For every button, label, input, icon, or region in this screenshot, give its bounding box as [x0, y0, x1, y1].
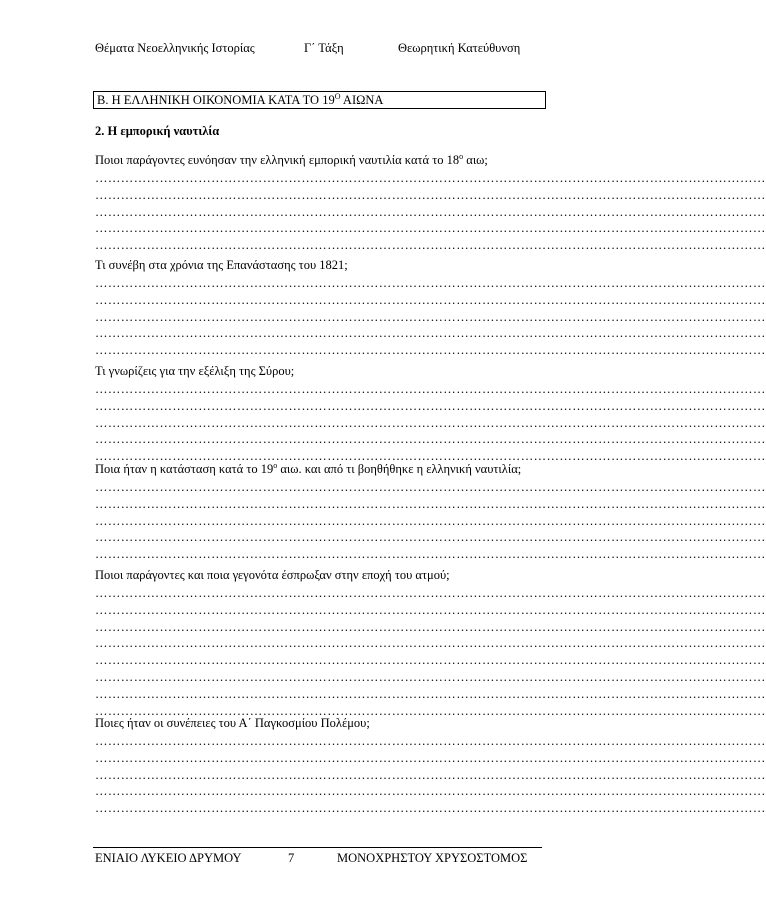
- answer-line[interactable]: …………………………………………………………………………………………………………………………………………: [95, 415, 766, 430]
- answer-line[interactable]: …………………………………………………………………………………………………………………………………………: [95, 670, 766, 684]
- answer-line[interactable]: …………………………………………………………………………………………………………………………………………: [95, 221, 766, 236]
- question-text-main: Ποιοι παράγοντες ευνόησαν την ελληνική εμπορική ναυτιλία κατά το 18: [95, 153, 460, 167]
- question-text-main: Τι συνέβη στα χρόνια της Επανάστασης του 1821;: [95, 258, 348, 272]
- answer-line[interactable]: …………………………………………………………………………………………………………………………………………: [95, 586, 766, 600]
- page-footer: [93, 851, 542, 867]
- answer-line[interactable]: …………………………………………………………………………………………………………………………………………: [95, 238, 766, 253]
- answer-line[interactable]: …………………………………………………………………………………………………………………………………………: [95, 204, 766, 219]
- question-text-tail: αιω. και από τι βοηθήθηκε η ελληνική ναυτιλία;: [277, 462, 522, 476]
- footer-rule: [93, 847, 542, 848]
- question-superscript: ο: [273, 461, 278, 470]
- answer-line[interactable]: …………………………………………………………………………………………………………………………………………: [95, 398, 766, 413]
- answer-line[interactable]: …………………………………………………………………………………………………………………………………………: [95, 530, 766, 545]
- header-track: Θεωρητική Κατεύθυνση: [398, 41, 521, 55]
- answer-line[interactable]: …………………………………………………………………………………………………………………………………………: [95, 653, 766, 668]
- answer-line[interactable]: …………………………………………………………………………………………………………………………………………: [95, 276, 766, 290]
- answer-line[interactable]: …………………………………………………………………………………………………………………………………………: [95, 187, 766, 202]
- answer-line[interactable]: …………………………………………………………………………………………………………………………………………: [95, 703, 766, 718]
- page-header: [95, 41, 540, 57]
- answer-line[interactable]: …………………………………………………………………………………………………………………………………………: [95, 750, 766, 765]
- question-text-main: Ποια ήταν η κατάσταση κατά το 19: [95, 462, 274, 476]
- answer-line[interactable]: …………………………………………………………………………………………………………………………………………: [95, 784, 766, 799]
- answer-line[interactable]: …………………………………………………………………………………………………………………………………………: [95, 636, 766, 651]
- answer-line[interactable]: …………………………………………………………………………………………………………………………………………: [95, 801, 766, 816]
- question-text: [95, 716, 370, 731]
- answer-line[interactable]: …………………………………………………………………………………………………………………………………………: [95, 513, 766, 528]
- section-title-superscript: Ο: [334, 92, 341, 101]
- answer-line[interactable]: …………………………………………………………………………………………………………………………………………: [95, 767, 766, 782]
- subsection-title: 2. Η εμπορική ναυτιλία: [95, 124, 220, 138]
- answer-line[interactable]: …………………………………………………………………………………………………………………………………………: [95, 382, 766, 396]
- question-text-main: Ποιοι παράγοντες και ποια γεγονότα έσπρωξαν στην εποχή του ατμού;: [95, 568, 450, 582]
- question-text: [95, 364, 294, 379]
- answer-line[interactable]: …………………………………………………………………………………………………………………………………………: [95, 619, 766, 634]
- footer-school: ΕΝΙΑΙΟ ΛΥΚΕΙΟ ΔΡΥΜΟΥ: [95, 851, 242, 865]
- question-text: [95, 568, 450, 583]
- answer-line[interactable]: …………………………………………………………………………………………………………………………………………: [95, 547, 766, 562]
- answer-line[interactable]: …………………………………………………………………………………………………………………………………………: [95, 686, 766, 701]
- answer-line[interactable]: …………………………………………………………………………………………………………………………………………: [95, 496, 766, 511]
- question-superscript: ο: [459, 152, 464, 161]
- question-text: [95, 153, 488, 168]
- footer-author: ΜΟΝΟΧΡΗΣΤΟΥ ΧΡΥΣΟΣΤΟΜΟΣ: [337, 851, 528, 865]
- answer-line[interactable]: …………………………………………………………………………………………………………………………………………: [95, 326, 766, 341]
- answer-line[interactable]: …………………………………………………………………………………………………………………………………………: [95, 171, 766, 185]
- answer-line[interactable]: …………………………………………………………………………………………………………………………………………: [95, 449, 766, 464]
- header-grade: Γ΄ Τάξη: [304, 41, 344, 55]
- answer-line[interactable]: …………………………………………………………………………………………………………………………………………: [95, 292, 766, 307]
- question-text-main: Ποιες ήταν οι συνέπειες του Α΄ Παγκοσμίου Πολέμου;: [95, 716, 370, 730]
- answer-line[interactable]: …………………………………………………………………………………………………………………………………………: [95, 309, 766, 324]
- footer-page-number: 7: [288, 851, 295, 865]
- question-text: [95, 258, 348, 273]
- answer-line[interactable]: …………………………………………………………………………………………………………………………………………: [95, 734, 766, 748]
- answer-line[interactable]: …………………………………………………………………………………………………………………………………………: [95, 602, 766, 617]
- answer-line[interactable]: …………………………………………………………………………………………………………………………………………: [95, 480, 766, 494]
- question-text-tail: αιω;: [463, 153, 488, 167]
- section-title-prefix: Β. Η ΕΛΛΗΝΙΚΗ ΟΙΚΟΝΟΜΙΑ ΚΑΤΑ ΤΟ 19: [97, 93, 335, 107]
- section-title: [97, 92, 383, 108]
- header-subject: Θέματα Νεοελληνικής Ιστορίας: [95, 41, 255, 55]
- question-text: [95, 462, 521, 477]
- answer-line[interactable]: …………………………………………………………………………………………………………………………………………: [95, 432, 766, 447]
- question-text-main: Τι γνωρίζεις για την εξέλιξη της Σύρου;: [95, 364, 295, 378]
- section-title-box: [93, 91, 546, 109]
- answer-line[interactable]: …………………………………………………………………………………………………………………………………………: [95, 343, 766, 358]
- section-title-suffix: ΑΙΩΝΑ: [340, 93, 384, 107]
